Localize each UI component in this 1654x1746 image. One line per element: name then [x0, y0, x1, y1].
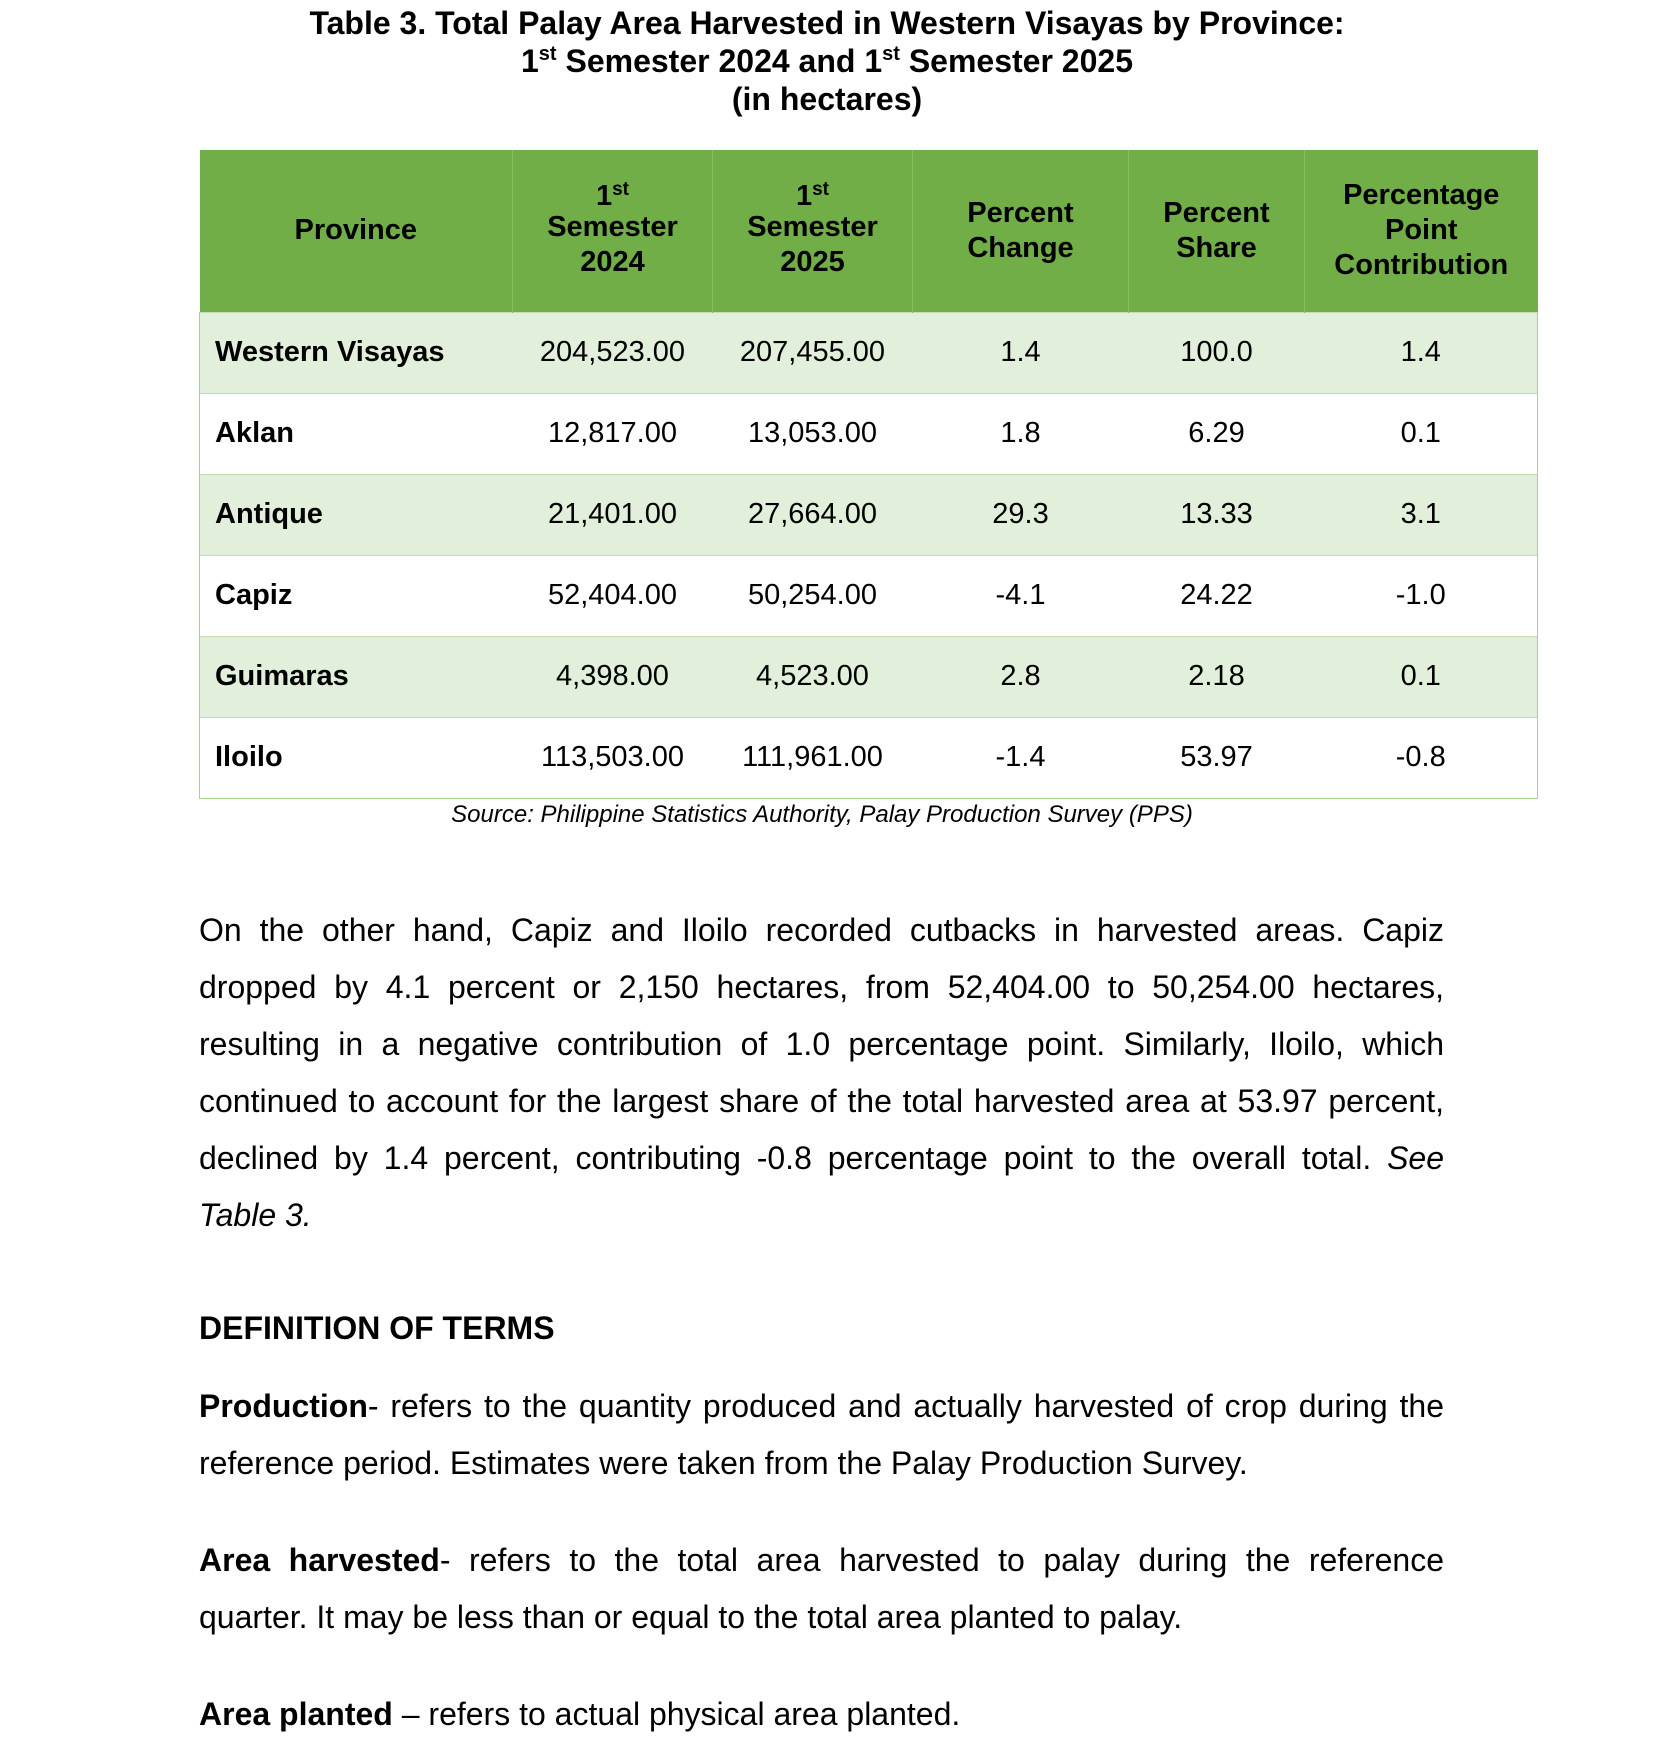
cell-percent-change: -4.1 [913, 555, 1129, 636]
table-title [0, 4, 1654, 118]
table-row [200, 555, 1538, 636]
cell-sem-2024: 52,404.00 [513, 555, 713, 636]
cell-sem-2025: 111,961.00 [713, 717, 913, 798]
cell-percent-share: 2.18 [1129, 636, 1305, 717]
cell-province: Western Visayas [200, 312, 513, 393]
table-row [200, 636, 1538, 717]
term-production: Production [199, 1388, 368, 1424]
header-percent-share: Percent Share [1129, 150, 1305, 312]
cell-percent-change: -1.4 [913, 717, 1129, 798]
table-row [200, 474, 1538, 555]
cell-province: Capiz [200, 555, 513, 636]
header-province: Province [200, 150, 513, 312]
table-header-row [200, 150, 1538, 312]
cell-ppc: 0.1 [1305, 393, 1538, 474]
body-paragraph: On the other hand, Capiz and Iloilo recorded cutbacks in harvested areas. Capiz dropped by 4.1 percent or 2,150 hectares, from 52,404.00 to 50,254.00 hectares, resulting in a negative contribution of 1.0 percentage point. Similarly, Iloilo, which continued to account for the largest share of the total harvested area at 53.97 percent, declined by 1.4 percent, contributing -0.8 percentage point to the overall total. See Table 3. [199, 912, 1445, 1233]
cell-ppc: 1.4 [1305, 312, 1538, 393]
table-title-line3: (in hectares) [731, 81, 923, 117]
term-area-planted: Area planted [199, 1696, 393, 1732]
cell-sem-2025: 13,053.00 [713, 393, 913, 474]
cell-sem-2025: 50,254.00 [713, 555, 913, 636]
definition-area-planted: Area planted – refers to actual physical area planted. [199, 1696, 961, 1732]
cell-ppc: -1.0 [1305, 555, 1538, 636]
cell-province: Antique [200, 474, 513, 555]
table-row [200, 393, 1538, 474]
cell-sem-2024: 21,401.00 [513, 474, 713, 555]
table-source-note: Source: Philippine Statistics Authority, Palay Production Survey (PPS) [451, 801, 1193, 828]
cell-province: Iloilo [200, 717, 513, 798]
cell-sem-2025: 207,455.00 [713, 312, 913, 393]
cell-sem-2025: 4,523.00 [713, 636, 913, 717]
see-table-reference: See Table 3. [199, 1140, 1445, 1233]
cell-percent-change: 29.3 [913, 474, 1129, 555]
definitions-heading: DEFINITION OF TERMS [199, 1310, 555, 1346]
header-sem-2025: 1st Semester 2025 [713, 150, 913, 312]
cell-province: Guimaras [200, 636, 513, 717]
term-area-harvested: Area harvested [199, 1542, 440, 1578]
cell-province: Aklan [200, 393, 513, 474]
cell-sem-2024: 204,523.00 [513, 312, 713, 393]
palay-area-table [199, 150, 1538, 799]
cell-percent-share: 13.33 [1129, 474, 1305, 555]
cell-ppc: 3.1 [1305, 474, 1538, 555]
cell-ppc: -0.8 [1305, 717, 1538, 798]
cell-percent-share: 53.97 [1129, 717, 1305, 798]
table-row [200, 312, 1538, 393]
cell-sem-2024: 113,503.00 [513, 717, 713, 798]
cell-sem-2024: 12,817.00 [513, 393, 713, 474]
cell-percent-share: 6.29 [1129, 393, 1305, 474]
header-ppc: Percentage Point Contribution [1305, 150, 1538, 312]
table-title-line2: 1st Semester 2024 and 1st Semester 2025 [521, 43, 1133, 79]
cell-percent-change: 1.4 [913, 312, 1129, 393]
cell-sem-2025: 27,664.00 [713, 474, 913, 555]
cell-percent-change: 2.8 [913, 636, 1129, 717]
cell-percent-share: 24.22 [1129, 555, 1305, 636]
table-row [200, 717, 1538, 798]
header-sem-2024: 1st Semester 2024 [513, 150, 713, 312]
cell-percent-change: 1.8 [913, 393, 1129, 474]
header-percent-change: Percent Change [913, 150, 1129, 312]
definition-area-harvested: Area harvested- refers to the total area harvested to palay during the reference quarter. It may be less than or equal to the total area planted to palay. [199, 1542, 1445, 1635]
cell-ppc: 0.1 [1305, 636, 1538, 717]
cell-sem-2024: 4,398.00 [513, 636, 713, 717]
cell-percent-share: 100.0 [1129, 312, 1305, 393]
definition-production: Production- refers to the quantity produced and actually harvested of crop during the reference period. Estimates were taken from the Palay Production Survey. [199, 1388, 1444, 1481]
table-title-line1: Table 3. Total Palay Area Harvested in Western Visayas by Province: [309, 5, 1345, 41]
